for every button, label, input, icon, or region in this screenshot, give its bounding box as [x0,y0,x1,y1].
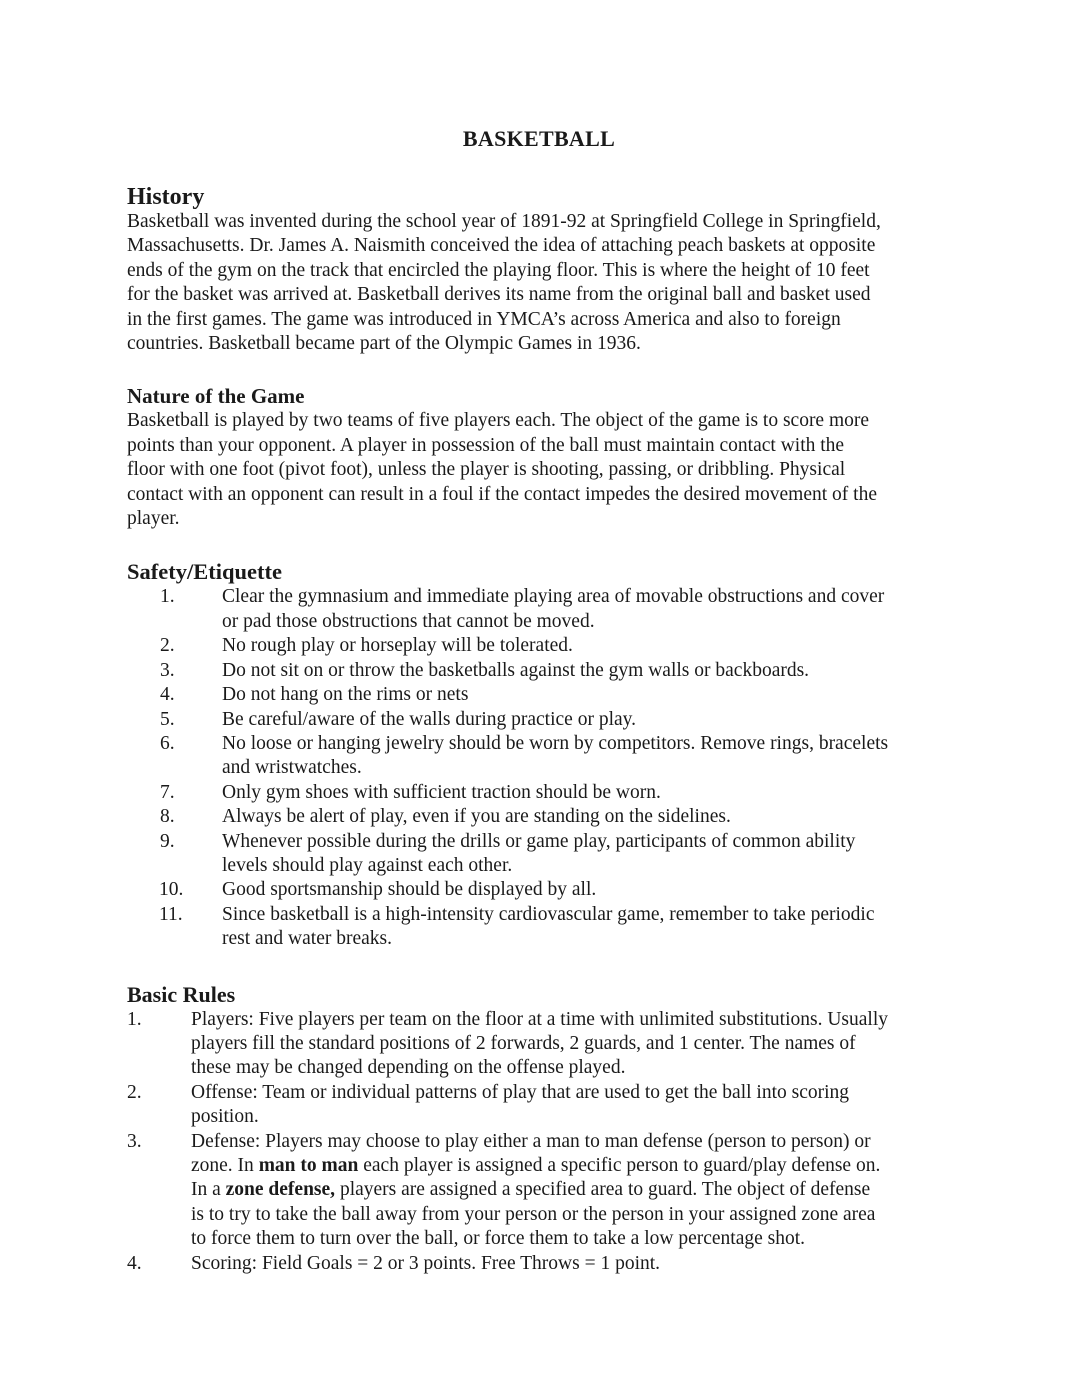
safety-item [127,732,957,781]
rule-item-number: 4. [127,1252,142,1274]
rule-item-text [191,1081,957,1130]
rule-item [127,1252,957,1276]
text-line: Players: Five players per team on the floor at a time with unlimited substitutions. Usually [191,1008,889,1030]
safety-item [127,708,957,732]
rule-item [127,1008,957,1081]
nature-heading: Nature of the Game [127,384,305,409]
safety-item-text [222,805,957,829]
text-line: zone. In man to man each player is assigned a specific person to guard/play defense on. [191,1155,881,1176]
safety-item-text [222,708,957,732]
text-line: players fill the standard positions of 2 forwards, 2 guards, and 1 center. The names of [191,1032,856,1054]
safety-item-text [222,903,957,952]
history-heading: History [127,184,205,210]
safety-item-text [222,781,957,805]
rule-item-number: 2. [127,1081,142,1103]
paragraph-line: countries. Basketball became part of the Olympic Games in 1936. [127,333,641,355]
safety-item [127,634,957,658]
paragraph-line: points than your opponent. A player in possession of the ball must maintain contact with the [127,434,845,456]
safety-item-text [222,878,957,902]
text-line: Since basketball is a high-intensity cardiovascular game, remember to take periodic [222,903,875,925]
safety-item [127,805,957,829]
text-line: rest and water breaks. [222,928,393,950]
safety-item [127,683,957,707]
text-line: Do not hang on the rims or nets [222,684,469,706]
safety-item [127,659,957,683]
text-line: Good sportsmanship should be displayed by all. [222,879,597,901]
paragraph-line: for the basket was arrived at. Basketball derives its name from the original ball and basket used [127,284,871,306]
history-section [127,184,957,356]
rules-section [127,982,957,1276]
rule-item-text [191,1252,957,1276]
document-page [127,126,957,1276]
text-line: and wristwatches. [222,757,362,779]
safety-item-text [222,683,957,707]
paragraph-line: player. [127,508,180,530]
safety-item-number: 9. [160,830,175,852]
page-title: BASKETBALL [462,126,616,151]
safety-item [127,830,957,879]
rule-item [127,1130,957,1252]
text-line: Be careful/aware of the walls during practice or play. [222,708,637,730]
safety-item-number: 5. [160,708,175,730]
text-line: to force them to turn over the ball, or force them to take a low percentage shot. [191,1228,806,1250]
text-line: No rough play or horseplay will be tolerated. [222,635,573,657]
text-line: Scoring: Field Goals = 2 or 3 points. Free Throws = 1 point. [191,1252,661,1274]
paragraph-line: Basketball was invented during the school year of 1891-92 at Springfield College in Springfield, [127,211,881,232]
rule-item [127,1081,957,1130]
safety-item-number: 4. [160,684,175,706]
paragraph-line: Massachusetts. Dr. James A. Naismith conceived the idea of attaching peach baskets at opposite [127,235,876,257]
paragraph-line: in the first games. The game was introduced in YMCA’s across America and also to foreign [127,308,841,330]
safety-item-number: 10. [159,879,184,901]
text-line: Defense: Players may choose to play either a man to man defense (person to person) or [191,1130,871,1152]
text-line: Only gym shoes with sufficient traction should be worn. [222,781,661,803]
paragraph-line: floor with one foot (pivot foot), unless the player is shooting, passing, or dribbling. Physical [127,459,846,481]
text-line: Do not sit on or throw the basketballs against the gym walls or backboards. [222,659,810,681]
text-line: In a zone defense, players are assigned a specified area to guard. The object of defense [191,1179,871,1201]
bold-term: man to man [258,1155,359,1176]
text-line: No loose or hanging jewelry should be worn by competitors. Remove rings, bracelets [222,732,889,754]
text-line: Offense: Team or individual patterns of play that are used to get the ball into scoring [191,1081,850,1103]
safety-item-number: 2. [160,635,175,657]
safety-item [127,585,957,634]
safety-item-text [222,634,957,658]
safety-item-text [222,585,957,634]
safety-item-text [222,830,957,879]
text-line: Clear the gymnasium and immediate playing area of movable obstructions and cover [222,586,885,608]
bold-term: zone defense, [225,1179,336,1201]
text-line: these may be changed depending on the offense played. [191,1057,626,1079]
paragraph-line: contact with an opponent can result in a foul if the contact impedes the desired movement of the [127,483,877,505]
nature-paragraph [127,409,957,531]
text-line: levels should play against each other. [222,854,513,876]
rule-item-number: 3. [127,1130,142,1152]
safety-item-number: 3. [160,659,175,681]
text-line: is to try to take the ball away from your person or the person in your assigned zone area [191,1203,876,1225]
safety-item-text [222,732,957,781]
safety-item [127,781,957,805]
paragraph-line: Basketball is played by two teams of five players each. The object of the game is to score more [127,410,870,432]
safety-item-number: 1. [160,586,175,608]
nature-section [127,383,957,531]
safety-item [127,903,957,952]
history-paragraph [127,210,957,356]
safety-item-number: 8. [160,806,175,828]
paragraph-line: ends of the gym on the track that encircled the playing floor. This is where the height of 10 feet [127,259,870,281]
text-line: Whenever possible during the drills or game play, participants of common ability [222,830,856,852]
safety-item-number: 7. [160,781,175,803]
rules-heading: Basic Rules [127,981,236,1007]
safety-item [127,878,957,902]
text-line: or pad those obstructions that cannot be moved. [222,610,595,632]
safety-list [127,585,957,951]
safety-item-number: 11. [159,903,183,925]
safety-item-number: 6. [160,732,175,754]
rule-item-number: 1. [127,1008,142,1030]
text-line: Always be alert of play, even if you are standing on the sidelines. [222,806,731,828]
rule-item-text [191,1008,957,1081]
safety-section [127,559,957,951]
safety-item-text [222,659,957,683]
rule-item-text [191,1130,957,1252]
safety-heading: Safety/Etiquette [127,559,282,585]
text-line: position. [191,1106,259,1128]
rules-list [127,1008,957,1276]
